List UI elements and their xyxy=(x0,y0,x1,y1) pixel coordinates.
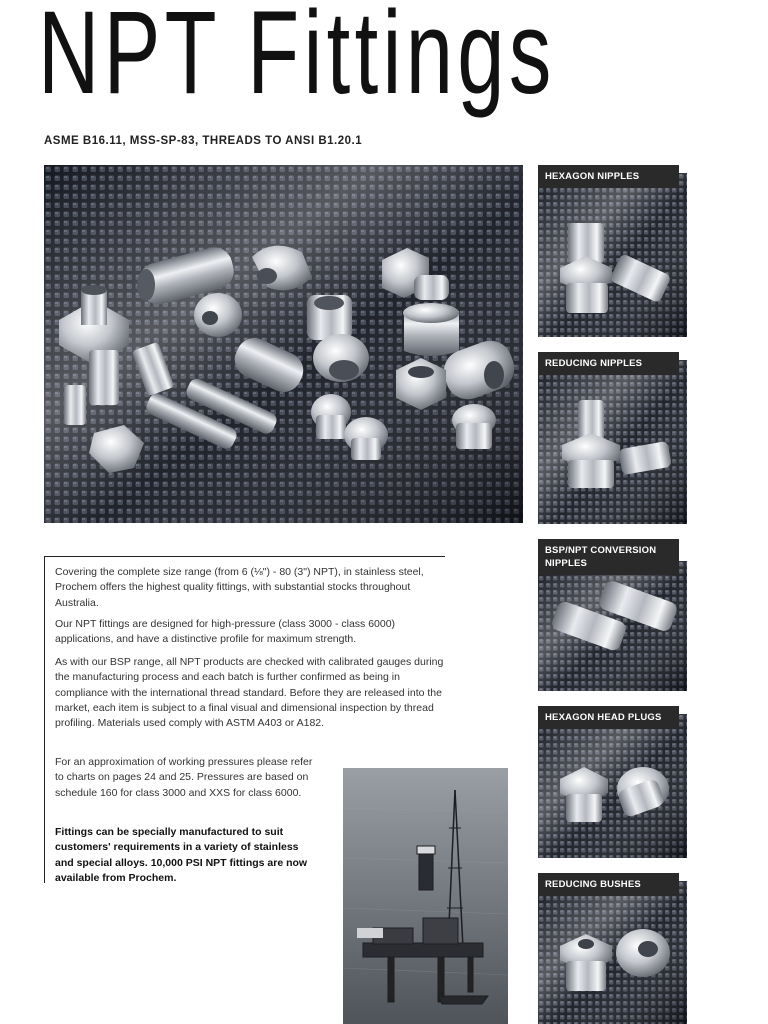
hexagon-head-plugs-photo xyxy=(538,714,687,858)
side-panel-reducing-nipples xyxy=(538,352,687,524)
paragraph-quality-checks: As with our BSP range, all NPT products are checked with calibrated gauges during the manufacturing process and each batch is further confirmed as being in compliance with the international thread standard. Before they are released into the market, each item is subject to a final visual and dimensional inspection by thread profiling. Materials used comply with ASTM A403 or A182. xyxy=(55,656,444,730)
side-label: HEXAGON NIPPLES xyxy=(538,165,679,188)
main-fittings-photo xyxy=(44,165,523,523)
page-subtitle: ASME B16.11, MSS-SP-83, THREADS TO ANSI B1.20.1 xyxy=(44,135,363,147)
side-panel-hexagon-nipples xyxy=(538,165,687,337)
paragraph-special-manufacture: Fittings can be specially manufactured to suit customers' requirements in a variety of stainless and special alloys. 10,000 PSI NPT fittings are now available from Prochem. xyxy=(55,826,308,884)
conversion-nipples-photo xyxy=(538,561,687,691)
paragraph-working-pressures: For an approximation of working pressures please refer to charts on pages 24 and 25. Pressures are based on schedule 160 for class 3000 and XXS for class 6000. xyxy=(55,756,313,799)
reducing-bushes-photo xyxy=(538,881,687,1024)
side-label: HEXAGON HEAD PLUGS xyxy=(538,706,679,729)
side-panel-reducing-bushes xyxy=(538,873,687,1024)
reducing-nipples-photo xyxy=(538,360,687,524)
page-title: NPT Fittings xyxy=(38,0,556,119)
side-label: REDUCING BUSHES xyxy=(538,873,679,896)
paragraph-high-pressure: Our NPT fittings are designed for high-pressure (class 3000 - class 6000) applications, and have a distinctive profile for maximum strength. xyxy=(55,618,396,646)
side-panel-hexagon-head-plugs xyxy=(538,706,687,858)
side-label: REDUCING NIPPLES xyxy=(538,352,679,375)
side-label: BSP/NPT CONVERSION NIPPLES xyxy=(538,539,679,575)
side-panel-bsp-npt-conversion-nipples xyxy=(538,539,687,691)
paragraph-size-range: Covering the complete size range (from 6 (⅛") - 80 (3") NPT), in stainless steel, Prochem offers the highest quality fittings, with substantial stocks throughout Australia. xyxy=(55,566,424,609)
hexagon-nipples-photo xyxy=(538,173,687,337)
oil-rig-photo xyxy=(343,768,508,1024)
